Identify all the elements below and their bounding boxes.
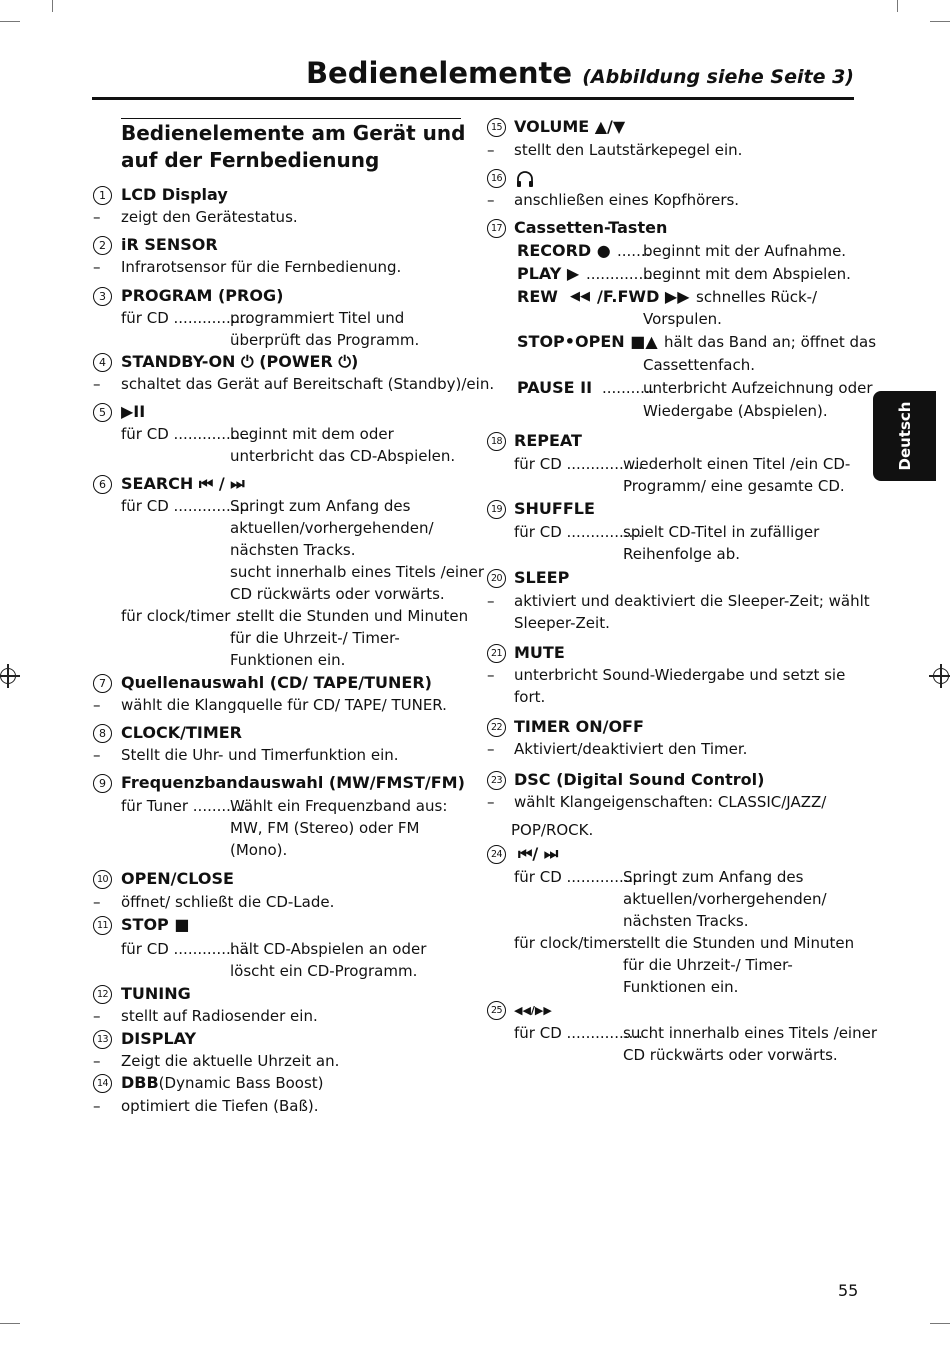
item-dash: – (487, 141, 495, 159)
item-desc: hält das Band an; öffnet das (664, 333, 877, 351)
item-number: 9 (93, 774, 112, 793)
item-desc: schaltet das Gerät auf Bereitschaft (Standby)/ein. (121, 375, 495, 393)
item-title: SEARCH ⏮ / ⏭ (121, 474, 245, 493)
item-number: 17 (487, 219, 506, 238)
item-label: für clock/timer . (514, 934, 633, 952)
cassette-key-label: RECORD ● (517, 241, 611, 260)
item-desc: stellt den Lautstärkepegel ein. (514, 141, 743, 159)
item-title: Cassetten-Tasten (514, 218, 668, 237)
item-dash: – (93, 746, 101, 764)
item-number: 21 (487, 644, 506, 663)
item-desc: Funktionen ein. (230, 651, 346, 669)
item-desc: Cassettenfach. (643, 356, 756, 374)
item-title: ▶II (121, 402, 146, 421)
item-desc: für die Uhrzeit-/ Timer- (623, 956, 793, 974)
item-title-bold: DBB (121, 1073, 159, 1092)
item-label: für CD ................ (514, 523, 643, 541)
item-dash: – (487, 666, 495, 684)
item-number: 6 (93, 475, 112, 494)
item-number: 15 (487, 118, 506, 137)
item-desc: Wählt ein Frequenzband aus: (230, 797, 448, 815)
item-desc: unterbricht Sound-Wiedergabe und setzt sie (514, 666, 846, 684)
item-title: DISPLAY (121, 1029, 197, 1048)
item-dash: – (93, 258, 101, 276)
item-desc: nächsten Tracks. (623, 912, 749, 930)
item-title: STOP ■ (121, 915, 190, 934)
item-number: 12 (93, 985, 112, 1004)
item-desc: öffnet/ schließt die CD-Lade. (121, 893, 335, 911)
item-title: CLOCK/TIMER (121, 723, 242, 742)
item-dash: – (93, 696, 101, 714)
item-dash: – (487, 740, 495, 758)
item-desc: Vorspulen. (643, 310, 722, 328)
item-desc: wählt die Klangquelle für CD/ TAPE/ TUNER. (121, 696, 447, 714)
item-desc: sucht innerhalb eines Titels /einer (230, 563, 484, 581)
crop-mark (897, 0, 898, 12)
item-number: 16 (487, 169, 506, 188)
item-desc: Wiedergabe (Abspielen). (643, 402, 828, 420)
item-dash: – (487, 592, 495, 610)
item-title: TIMER ON/OFF (514, 717, 644, 736)
cassette-key-label: PAUSE II (517, 378, 593, 397)
item-desc: programmiert Titel und (230, 309, 405, 327)
item-desc: POP/ROCK. (511, 821, 594, 839)
item-dash: – (93, 1052, 101, 1070)
page-title (306, 56, 854, 90)
item-title: Frequenzbandauswahl (MW/FMST/FM) (121, 773, 465, 792)
item-title: SHUFFLE (514, 499, 595, 518)
item-label: für CD ................ (514, 455, 643, 473)
item-desc: wählt Klangeigenschaften: CLASSIC/JAZZ/ (514, 793, 827, 811)
language-tab-label: Deutsch (895, 401, 914, 471)
language-tab (873, 391, 936, 481)
leader-dots: ....... (617, 242, 651, 260)
item-title: MUTE (514, 643, 565, 662)
section-rule (121, 118, 461, 119)
page-subtitle: (Abbildung siehe Seite 3) (582, 66, 854, 88)
item-desc: schnelles Rück-/ (696, 288, 818, 306)
crop-mark (930, 21, 950, 22)
item-number: 13 (93, 1030, 112, 1049)
item-dash: – (93, 1097, 101, 1115)
item-title: TUNING (121, 984, 191, 1003)
item-title: ⏮/ ⏭ (518, 844, 559, 863)
item-title: OPEN/CLOSE (121, 869, 234, 888)
item-title: iR SENSOR (121, 235, 218, 254)
item-desc: für die Uhrzeit-/ Timer- (230, 629, 400, 647)
item-dash: – (93, 208, 101, 226)
item-number: 5 (93, 403, 112, 422)
item-number: 3 (93, 287, 112, 306)
item-title: DSC (Digital Sound Control) (514, 770, 765, 789)
item-desc: unterbricht Aufzeichnung oder (643, 379, 873, 397)
item-number: 18 (487, 432, 506, 451)
item-title: VOLUME ▲/▼ (514, 117, 626, 136)
item-desc: (Mono). (230, 841, 288, 859)
item-desc: nächsten Tracks. (230, 541, 356, 559)
headphones-icon (516, 170, 534, 188)
item-desc: beginnt mit der Aufnahme. (643, 242, 847, 260)
item-desc: optimiert die Tiefen (Baß). (121, 1097, 319, 1115)
item-number: 24 (487, 845, 506, 864)
crop-mark (52, 0, 53, 12)
item-title: SLEEP (514, 568, 570, 587)
item-desc: CD rückwärts oder vorwärts. (623, 1046, 838, 1064)
registration-mark (0, 668, 16, 684)
title-rule (92, 97, 854, 100)
item-title: ◀◀/▶▶ (514, 1004, 552, 1017)
item-desc: Funktionen ein. (623, 978, 739, 996)
item-number: 19 (487, 500, 506, 519)
item-dash: – (487, 793, 495, 811)
item-desc: Springt zum Anfang des (230, 497, 411, 515)
item-label: für CD ................ (514, 868, 643, 886)
item-number: 2 (93, 236, 112, 255)
crop-mark (930, 1323, 950, 1324)
item-label: für CD ................ (121, 497, 250, 515)
item-title: REPEAT (514, 431, 582, 450)
item-number: 7 (93, 674, 112, 693)
item-number: 10 (93, 870, 112, 889)
item-desc: zeigt den Gerätestatus. (121, 208, 298, 226)
item-label: für CD ................ (121, 425, 250, 443)
item-number: 1 (93, 186, 112, 205)
leader-dots: ........... (602, 379, 655, 397)
item-desc: sucht innerhalb eines Titels /einer (623, 1024, 877, 1042)
item-number: 20 (487, 569, 506, 588)
item-desc: wiederholt einen Titel /ein CD- (623, 455, 851, 473)
item-desc: Reihenfolge ab. (623, 545, 741, 563)
item-title: LCD Display (121, 185, 228, 204)
item-label: für clock/timer ... (121, 607, 250, 625)
item-number: 4 (93, 353, 112, 372)
item-label: für CD ................ (514, 1024, 643, 1042)
rewind-symbol: ◀◀ (570, 289, 590, 304)
item-label: für CD ................ (121, 309, 250, 327)
crop-mark (0, 1323, 20, 1324)
item-dash: – (93, 375, 101, 393)
item-number: 22 (487, 718, 506, 737)
item-dash: – (93, 1007, 101, 1025)
item-desc: aktuellen/vorhergehenden/ (230, 519, 434, 537)
item-title: STANDBY-ON ⏻ (POWER ⏻) (121, 352, 359, 371)
item-title: PROGRAM (PROG) (121, 286, 284, 305)
cassette-key-label: STOP•OPEN ■▲ (517, 332, 658, 351)
item-desc: CD rückwärts oder vorwärts. (230, 585, 445, 603)
leader-dots: ................ (586, 265, 663, 283)
registration-mark (933, 668, 949, 684)
item-desc: überprüft das Programm. (230, 331, 420, 349)
item-desc: beginnt mit dem Abspielen. (643, 265, 851, 283)
item-number: 23 (487, 771, 506, 790)
item-number: 11 (93, 916, 112, 935)
item-number: 25 (487, 1001, 506, 1020)
item-desc: hält CD-Abspielen an oder (230, 940, 427, 958)
item-title: Quellenauswahl (CD/ TAPE/TUNER) (121, 673, 432, 692)
item-desc: Infrarotsensor für die Fernbedienung. (121, 258, 402, 276)
item-label: für Tuner ............ (121, 797, 251, 815)
item-desc: beginnt mit dem oder (230, 425, 394, 443)
item-desc: Zeigt die aktuelle Uhrzeit an. (121, 1052, 340, 1070)
item-desc: stellt die Stunden und Minuten (623, 934, 855, 952)
cassette-key-label: /F.FWD ▶▶ (597, 287, 690, 306)
item-desc: Sleeper-Zeit. (514, 614, 610, 632)
item-desc: Springt zum Anfang des (623, 868, 804, 886)
crop-mark (0, 21, 20, 22)
page-title-text: Bedienelemente (305, 56, 573, 90)
item-number: 8 (93, 724, 112, 743)
item-desc: fort. (514, 688, 546, 706)
item-dash: – (93, 893, 101, 911)
cassette-key-label: REW (517, 287, 558, 306)
item-desc: unterbricht das CD-Abspielen. (230, 447, 456, 465)
item-dash: – (487, 191, 495, 209)
item-label: für CD ................ (121, 940, 250, 958)
item-desc: aktiviert und deaktiviert die Sleeper-Zeit; wählt (514, 592, 870, 610)
item-title (121, 1072, 324, 1094)
item-desc: stellt auf Radiosender ein. (121, 1007, 318, 1025)
page-number: 55 (838, 1281, 859, 1300)
cassette-key-label: PLAY ▶ (517, 264, 580, 283)
item-number: 14 (93, 1074, 112, 1093)
item-desc: anschließen eines Kopfhörers. (514, 191, 740, 209)
item-desc: spielt CD-Titel in zufälliger (623, 523, 820, 541)
item-title-rest: (Dynamic Bass Boost) (158, 1074, 324, 1092)
item-desc: Aktiviert/deaktiviert den Timer. (514, 740, 748, 758)
item-desc: Programm/ eine gesamte CD. (623, 477, 845, 495)
item-desc: löscht ein CD-Programm. (230, 962, 418, 980)
item-desc: aktuellen/vorhergehenden/ (623, 890, 827, 908)
item-desc: MW, FM (Stereo) oder FM (230, 819, 420, 837)
item-desc: stellt die Stunden und Minuten (237, 607, 469, 625)
item-desc: Stellt die Uhr- und Timerfunktion ein. (121, 746, 399, 764)
section-heading: Bedienelemente am Gerät und auf der Fernbedienung (121, 121, 466, 172)
